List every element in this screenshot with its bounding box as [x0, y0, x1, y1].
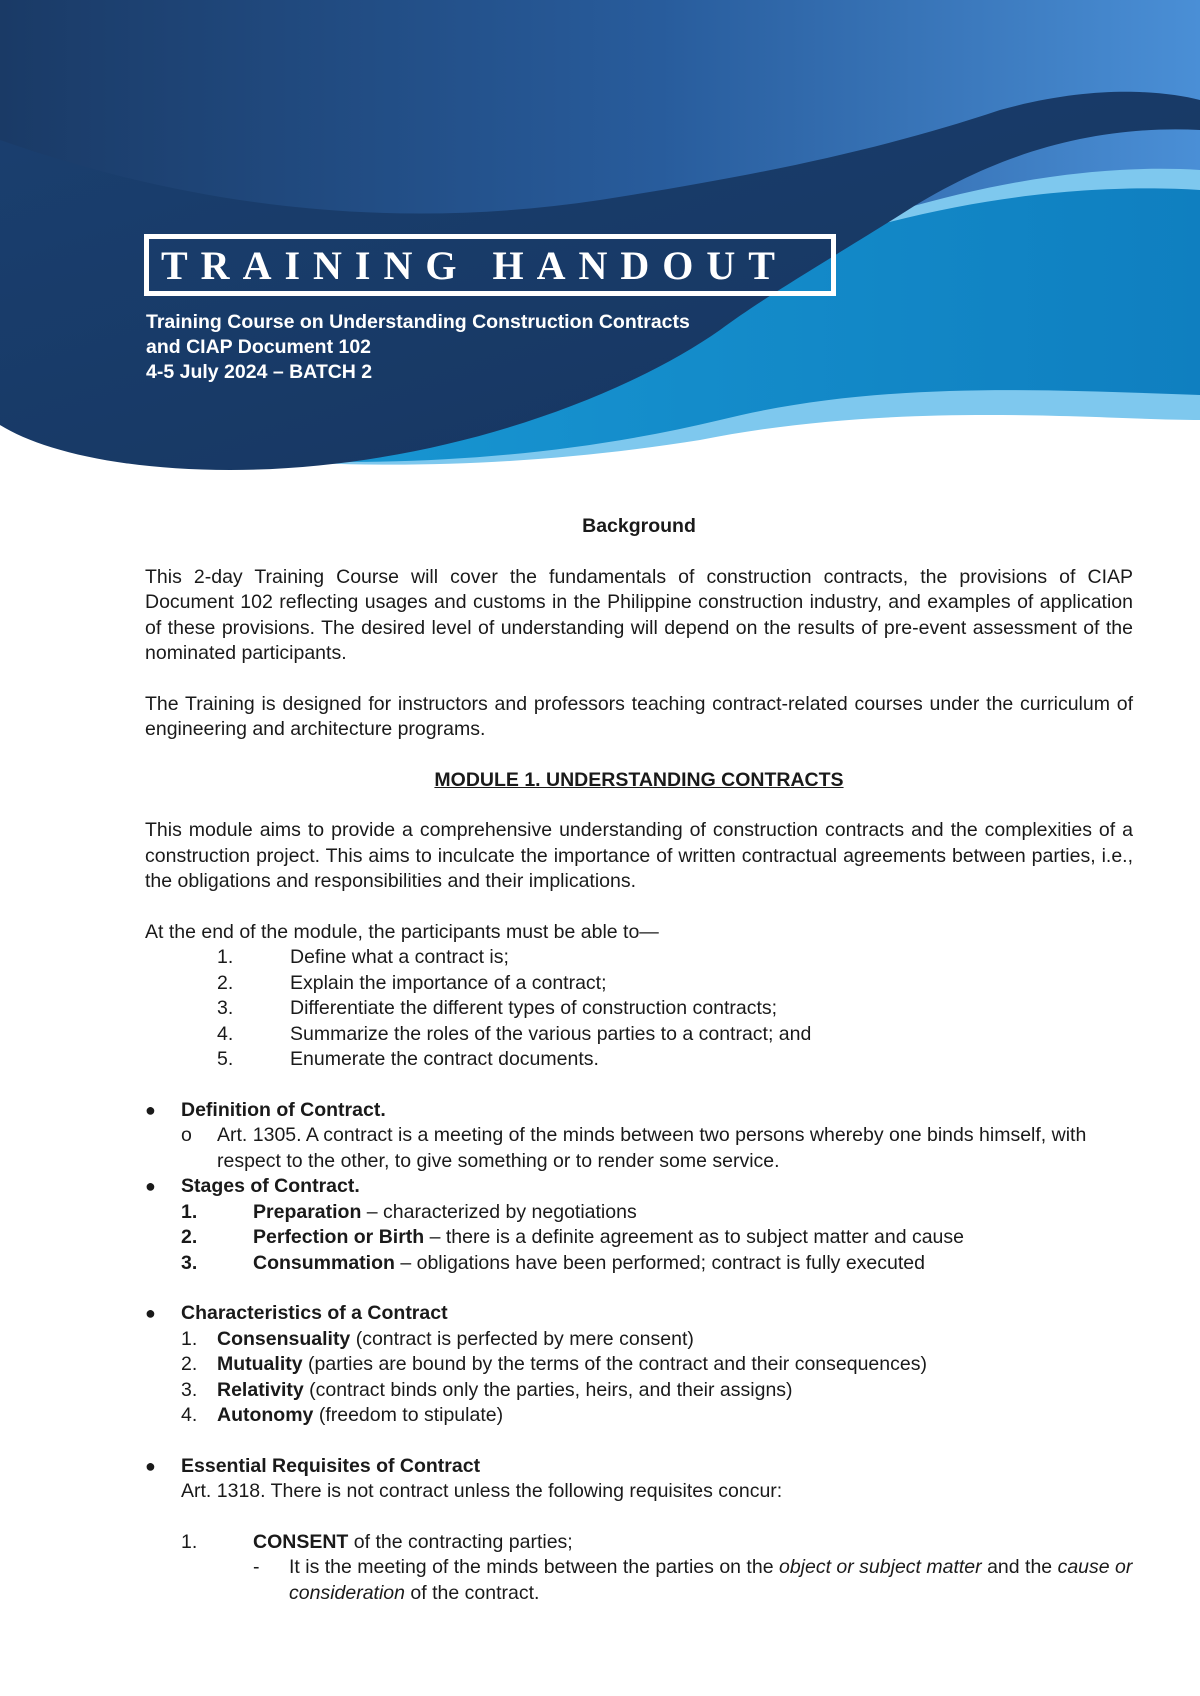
requisites-lead: Art. 1318. There is not contract unless the following requisites concur:	[181, 1480, 783, 1502]
module-intro: This module aims to provide a comprehensive understanding of construction contracts and the complexities of a construction project. This aims to inculcate the importance of written contractual agreements between parties, i.e., the obligations and responsibilities and their implications.	[145, 819, 1133, 892]
requisite-detail: - It is the meeting of the minds between the parties on the object or subject matter and the cause or consideration of the contract.	[145, 1555, 1133, 1606]
requisites-title: Essential Requisites of Contract	[181, 1454, 481, 1477]
document-body	[145, 514, 1133, 1606]
list-item: 2. Mutuality (parties are bound by the terms of the contract and their consequences)	[181, 1353, 927, 1375]
list-item: 1. Consensuality (contract is perfected by mere consent)	[181, 1327, 694, 1350]
list-item: 2. Perfection or Birth – there is a definite agreement as to subject matter and cause	[181, 1226, 964, 1248]
list-item: 1. CONSENT of the contracting parties;	[181, 1530, 573, 1553]
course-name-line1: Training Course on Understanding Construction Contracts	[146, 311, 690, 333]
list-item: 5. Enumerate the contract documents.	[217, 1048, 599, 1070]
definition-title: Definition of Contract.	[181, 1098, 386, 1121]
characteristics-title: Characteristics of a Contract	[181, 1302, 448, 1324]
list-item: 4. Summarize the roles of the various parties to a contract; and	[217, 1022, 812, 1045]
document-title: TRAINING HANDOUT	[161, 242, 788, 288]
bullet-icon: ●	[145, 1303, 156, 1323]
list-item: 2. Explain the importance of a contract;	[217, 971, 607, 994]
objectives-list	[145, 945, 1133, 1073]
background-heading: Background	[582, 515, 696, 537]
characteristics-bullet	[145, 1301, 1133, 1327]
background-paragraph-1: This 2-day Training Course will cover the fundamentals of construction contracts, the provisions of CIAP Document 102 reflecting usages and customs in the Philippine construction industry, and examples of application of these provisions. The desired level of understanding will depend on the results of pre-event assessment of the nominated participants.	[145, 565, 1133, 664]
objectives-lead: At the end of the module, the participants must be able to—	[145, 920, 659, 943]
requisites-bullet	[145, 1454, 1133, 1480]
stages-title: Stages of Contract.	[181, 1175, 360, 1197]
bullet-icon: ●	[145, 1455, 156, 1476]
bullet-icon: ●	[145, 1099, 156, 1120]
list-item: 3. Relativity (contract binds only the parties, heirs, and their assigns)	[181, 1378, 793, 1401]
bullet-icon: ●	[145, 1176, 156, 1196]
definition-bullet	[145, 1098, 1133, 1124]
course-date: 4-5 July 2024 – BATCH 2	[146, 361, 373, 383]
dash-marker: -	[253, 1556, 260, 1578]
list-item: 3. Differentiate the different types of construction contracts;	[217, 997, 778, 1019]
definition-text: Art. 1305. A contract is a meeting of the minds between two persons whereby one binds himself, with respect to the other, to give something or to render some service.	[217, 1124, 1087, 1172]
circle-bullet-icon: o	[181, 1124, 192, 1146]
module-heading: MODULE 1. UNDERSTANDING CONTRACTS	[434, 768, 844, 791]
list-item: 3. Consummation – obligations have been performed; contract is fully executed	[181, 1251, 925, 1274]
title-frame	[144, 234, 836, 296]
definition-item	[145, 1123, 1133, 1174]
background-paragraph-2: The Training is designed for instructors and professors teaching contract-related courses under the curriculum of engineering and architecture programs.	[145, 692, 1133, 740]
list-item: 1. Preparation – characterized by negotiations	[181, 1200, 637, 1223]
course-info	[146, 310, 690, 385]
course-name-line2: and CIAP Document 102	[146, 336, 372, 358]
stages-bullet	[145, 1174, 1133, 1200]
list-item: 1. Define what a contract is;	[217, 946, 509, 968]
list-item: 4. Autonomy (freedom to stipulate)	[181, 1404, 504, 1426]
